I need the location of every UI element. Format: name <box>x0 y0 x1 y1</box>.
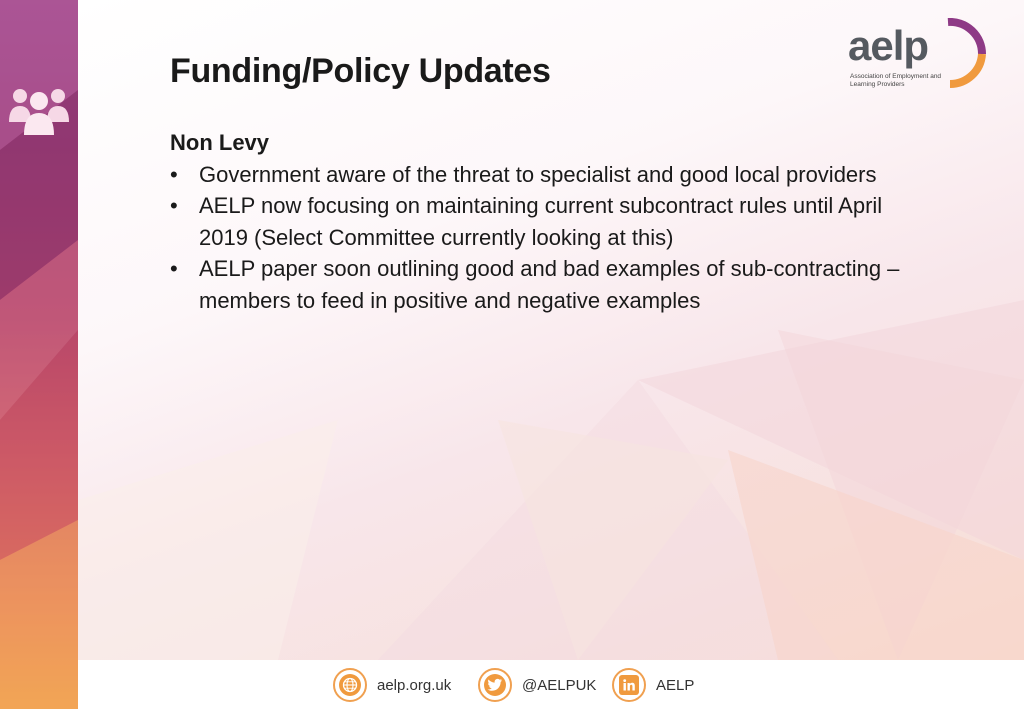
footer-linkedin-link[interactable] <box>612 668 694 702</box>
bullet-item <box>170 253 910 316</box>
bullet-marker: • <box>170 193 178 218</box>
people-group-icon <box>8 84 70 136</box>
background-facets <box>78 0 1024 660</box>
slide-title: Funding/Policy Updates <box>170 52 551 90</box>
twitter-label: @AELPUK <box>522 676 597 694</box>
footer-website-link[interactable] <box>333 668 451 702</box>
website-label: aelp.org.uk <box>377 676 452 694</box>
slide-background <box>78 0 1024 660</box>
left-sidebar <box>0 0 78 709</box>
section-subheading: Non Levy <box>170 130 270 155</box>
bullet-list <box>170 159 910 317</box>
logo-arc-icon <box>946 18 988 90</box>
linkedin-label: AELP <box>656 676 695 694</box>
bullet-marker: • <box>170 161 178 187</box>
bullet-item <box>170 159 910 191</box>
aelp-logo <box>848 18 988 90</box>
bullet-text: AELP now focusing on maintaining current subcontract rules until April 2019 (Select Committee currently looking at this) <box>199 193 883 250</box>
bullet-text: Government aware of the threat to specialist and good local providers <box>199 161 877 187</box>
bullet-marker: • <box>170 256 178 281</box>
footer-twitter-link[interactable] <box>478 668 596 702</box>
slide-content <box>170 127 910 316</box>
logo-subtitle: Association of Employment and Learning Providers <box>850 73 942 88</box>
linkedin-icon <box>612 668 646 702</box>
globe-icon <box>333 668 367 702</box>
twitter-bird-icon <box>478 668 512 702</box>
bullet-item <box>170 190 910 253</box>
bullet-text: AELP paper soon outlining good and bad examples of sub-contracting – members to feed in positive and negative examples <box>199 256 900 313</box>
logo-wordmark: aelp <box>848 22 929 69</box>
